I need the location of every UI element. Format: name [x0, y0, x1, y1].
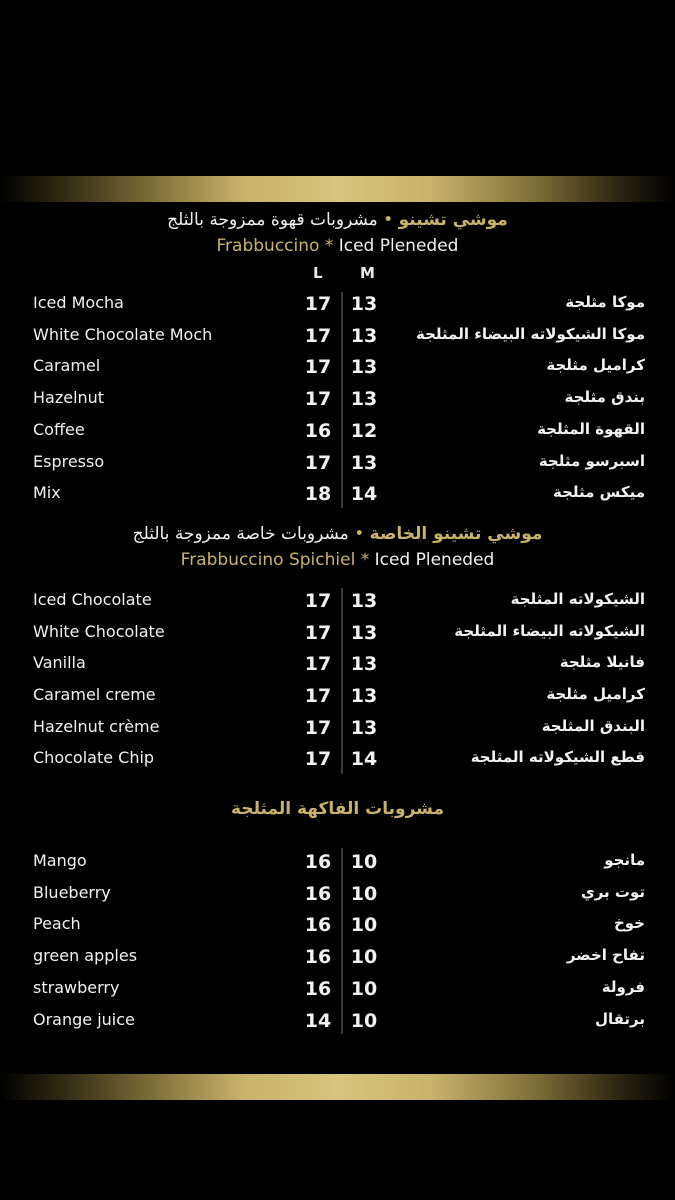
item-name-en: strawberry [33, 978, 120, 997]
item-name-ar: توت بري [580, 883, 645, 901]
price-l: 17 [304, 748, 332, 770]
item-name-ar: الشيكولاته البيضاء المثلجة [454, 622, 645, 640]
price-m: 13 [350, 293, 378, 315]
item-name-ar: برتقال [594, 1010, 645, 1028]
menu-row [0, 883, 675, 913]
price-l: 16 [304, 851, 332, 873]
section2-title-ar [0, 524, 675, 544]
item-name-en: Blueberry [33, 883, 111, 902]
price-m: 10 [350, 883, 378, 905]
price-l: 17 [304, 590, 332, 612]
menu-row [0, 483, 675, 513]
price-l: 16 [304, 946, 332, 968]
price-m: 13 [350, 388, 378, 410]
section2-title-ar-sep: • [354, 524, 365, 544]
item-name-en: Iced Chocolate [33, 590, 152, 609]
price-l: 17 [304, 452, 332, 474]
item-name-en: Caramel [33, 356, 101, 375]
menu-row [0, 851, 675, 881]
item-name-en: Orange juice [33, 1010, 135, 1029]
price-l: 16 [304, 914, 332, 936]
item-name-ar: قطع الشيكولاته المثلجة [470, 748, 645, 766]
top-gold-divider [0, 176, 675, 202]
menu-row [0, 653, 675, 683]
price-l: 17 [304, 356, 332, 378]
price-l: 17 [304, 388, 332, 410]
menu-row [0, 325, 675, 355]
section1-title-en-rest: Iced Pleneded [338, 236, 459, 256]
item-name-en: Caramel creme [33, 685, 156, 704]
item-name-en: Iced Mocha [33, 293, 124, 312]
section2-title-en [0, 550, 675, 570]
price-m: 10 [350, 914, 378, 936]
item-name-ar: موكا مثلجة [565, 293, 645, 311]
price-m: 13 [350, 590, 378, 612]
item-name-en: Chocolate Chip [33, 748, 155, 767]
item-name-en: Hazelnut [33, 388, 105, 407]
menu-row [0, 748, 675, 778]
section3-title-ar-text: مشروبات الفاكهة المثلجة [231, 799, 444, 819]
menu-row [0, 1010, 675, 1040]
menu-row [0, 590, 675, 620]
menu-row [0, 452, 675, 482]
item-name-en: Coffee [33, 420, 85, 439]
column-header-m: M [360, 264, 375, 282]
price-l: 17 [304, 325, 332, 347]
column-header-l: L [313, 264, 323, 282]
price-m: 14 [350, 483, 378, 505]
item-name-ar: تفاح اخضر [566, 946, 645, 964]
item-name-en: green apples [33, 946, 138, 965]
section3-title-ar [0, 799, 675, 819]
section1-title-ar-gold: موشي تشينو [398, 210, 508, 230]
item-name-en: Vanilla [33, 653, 86, 672]
price-m: 10 [350, 946, 378, 968]
menu-row [0, 914, 675, 944]
price-l: 18 [304, 483, 332, 505]
price-m: 10 [350, 851, 378, 873]
bottom-gold-divider [0, 1074, 675, 1100]
section1-title-en [0, 236, 675, 256]
price-m: 13 [350, 653, 378, 675]
price-m: 10 [350, 1010, 378, 1032]
item-name-ar: بندق مثلجة [564, 388, 645, 406]
item-name-ar: مانجو [604, 851, 645, 869]
price-m: 10 [350, 978, 378, 1000]
item-name-en: Espresso [33, 452, 105, 471]
price-m: 12 [350, 420, 378, 442]
menu-row [0, 717, 675, 747]
price-m: 13 [350, 356, 378, 378]
section1-title-ar-rest: مشروبات قهوة ممزوجة بالثلج [167, 210, 378, 230]
price-l: 16 [304, 420, 332, 442]
section2-title-en-gold: Frabbuccino Spichiel * [180, 550, 370, 570]
item-name-ar: اسبرسو مثلجة [538, 452, 645, 470]
item-name-ar: البندق المثلجة [541, 717, 645, 735]
price-l: 17 [304, 717, 332, 739]
menu-row [0, 420, 675, 450]
price-l: 17 [304, 653, 332, 675]
price-l: 17 [304, 685, 332, 707]
menu-row [0, 622, 675, 652]
item-name-en: Mix [33, 483, 61, 502]
price-m: 14 [350, 748, 378, 770]
price-l: 17 [304, 622, 332, 644]
price-l: 16 [304, 978, 332, 1000]
section1-title-ar [0, 210, 675, 230]
menu-row [0, 356, 675, 386]
price-m: 13 [350, 452, 378, 474]
item-name-en: Peach [33, 914, 81, 933]
item-name-en: Hazelnut crème [33, 717, 160, 736]
item-name-ar: موكا الشيكولاته البيضاء المثلجة [416, 325, 645, 343]
item-name-ar: فرولة [601, 978, 645, 996]
item-name-ar: الشيكولاته المثلجة [510, 590, 645, 608]
item-name-en: Mango [33, 851, 87, 870]
section1-title-en-gold: Frabbuccino * [216, 236, 334, 256]
price-l: 14 [304, 1010, 332, 1032]
item-name-ar: كراميل مثلجة [546, 356, 645, 374]
item-name-en: White Chocolate [33, 622, 165, 641]
price-m: 13 [350, 622, 378, 644]
item-name-ar: خوخ [613, 914, 645, 932]
menu-row [0, 685, 675, 715]
price-m: 13 [350, 325, 378, 347]
menu-row [0, 946, 675, 976]
item-name-ar: كراميل مثلجة [546, 685, 645, 703]
price-l: 17 [304, 293, 332, 315]
menu-row [0, 388, 675, 418]
menu-row [0, 978, 675, 1008]
price-m: 13 [350, 717, 378, 739]
price-m: 13 [350, 685, 378, 707]
item-name-ar: القهوة المثلجة [537, 420, 645, 438]
item-name-en: White Chocolate Moch [33, 325, 213, 344]
section1-title-ar-sep: • [383, 210, 394, 230]
price-l: 16 [304, 883, 332, 905]
section2-title-ar-rest: مشروبات خاصة ممزوجة بالثلج [132, 524, 349, 544]
menu-row [0, 293, 675, 323]
item-name-ar: ميكس مثلجة [553, 483, 645, 501]
item-name-ar: فانيلا مثلجة [559, 653, 645, 671]
section2-title-ar-gold: موشي تشينو الخاصة [369, 524, 543, 544]
section2-title-en-rest: Iced Pleneded [374, 550, 495, 570]
